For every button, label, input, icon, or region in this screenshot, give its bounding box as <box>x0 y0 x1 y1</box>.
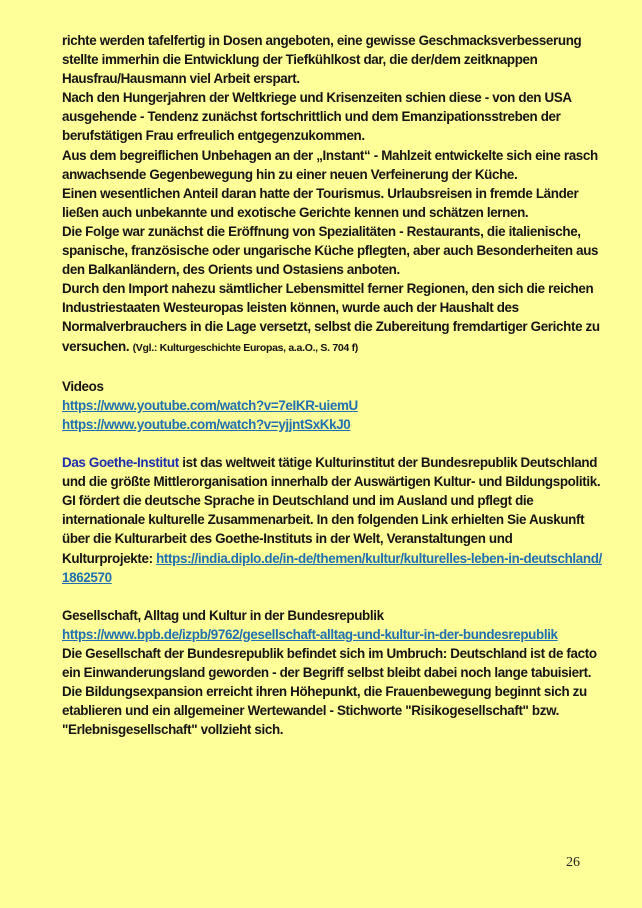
paragraph-canned-food: richte werden tafelfertig in Dosen angeboten, eine gewisse Geschmacksverbesserung stellte immerhin die Entwicklung der Tiefkühlkost dar, die der/dem zeitknappen Hausfrau/Hausmann viel Arbeit erspart. <box>62 33 582 87</box>
goethe-link[interactable]: https://india.diplo.de/in-de/themen/kultur/kulturelles-leben-in-deutschland/1862570 <box>62 550 602 585</box>
spacer <box>62 587 602 606</box>
paragraph-import-text: Durch den Import nahezu sämtlicher Lebensmittel ferner Regionen, den sich die reichen Industriestaaten Westeuropas leisten können, wurde auch der Haushalt des Normalverbrauchers in die Lage versetzt, selbst die Zubereitung fremdartiger Gerichte zu versuchen. <box>62 281 600 354</box>
video-link-1[interactable]: https://www.youtube.com/watch?v=7eIKR-uiemU <box>62 397 358 413</box>
paragraph-restaurants: Die Folge war zunächst die Eröffnung von Spezialitäten - Restaurants, die italienische, spanische, französische oder ungarische Küche pflegten, aber auch Besonderheiten aus den Balkanländern, des Orients und Ostasiens anboten. <box>62 223 599 278</box>
videos-heading: Videos <box>62 378 104 394</box>
paragraph-import <box>62 279 602 357</box>
goethe-paragraph <box>62 453 602 587</box>
paragraph-hunger-years: Nach den Hungerjahren der Weltkriege und Krisenzeiten schien diese - von den USA ausgehende - Tendenz zunächst fortschrittlich und dem Emanzipationsstreben der berufstätigen Frau erfreulich entgegenzukommen. <box>62 90 572 144</box>
page-number: 26 <box>566 855 580 870</box>
paragraph-instant-meal: Aus dem begreiflichen Unbehagen an der „Instant“ - Mahlzeit entwickelte sich eine rasch anwachsende Gegenbewegung hin zu einer neuen Verfeinerung der Küche. <box>62 147 598 182</box>
citation: (Vgl.: Kulturgeschichte Europas, a.a.O., S. 704 f) <box>132 341 358 354</box>
video-link-row-2 <box>62 415 602 434</box>
spacer <box>62 358 602 377</box>
spacer <box>62 434 602 453</box>
document-page <box>62 31 602 739</box>
goethe-text: ist das weltweit tätige Kulturinstitut der Bundesrepublik Deutschland und die größte Mittlerorganisation innerhalb der Auswärtigen Kultur- und Bildungspolitik. GI fördert die deutsche Sprache in Deutschland und im Ausland und pflegt die internationale kulturelle Zusammenarbeit. In den folgenden Link erhielten Sie Auskunft über die Kulturarbeit des Goethe-Instituts in der Welt, Veranstaltungen und Kulturprojekte: <box>62 455 601 566</box>
society-paragraph: Die Gesellschaft der Bundesrepublik befindet sich im Umbruch: Deutschland ist de facto ein Einwanderungsland geworden - der Begriff selbst bleibt dabei noch lange tabuisiert. Die Bildungsexpansion erreicht ihren Höhepunkt, die Frauenbewegung beginnt sich zu etablieren und ein allgemeiner Wertewandel - Stichworte "Risikogesellschaft" bzw. "Erlebnisgesellschaft" vollzieht sich. <box>62 646 597 738</box>
society-link[interactable]: https://www.bpb.de/izpb/9762/gesellschaft-alltag-und-kultur-in-der-bundesrepublik <box>62 626 558 642</box>
paragraph-tourism: Einen wesentlichen Anteil daran hatte der Tourismus. Urlaubsreisen in fremde Länder ließen auch unbekannte und exotische Gerichte kennen und schätzen lernen. <box>62 185 579 220</box>
society-heading: Gesellschaft, Alltag und Kultur in der Bundesrepublik <box>62 607 384 623</box>
video-link-row-1 <box>62 396 602 415</box>
goethe-institut-name: Das Goethe-Institut <box>62 455 179 471</box>
video-link-2[interactable]: https://www.youtube.com/watch?v=yjjntSxKkJ0 <box>62 416 351 432</box>
society-link-row <box>62 625 602 644</box>
